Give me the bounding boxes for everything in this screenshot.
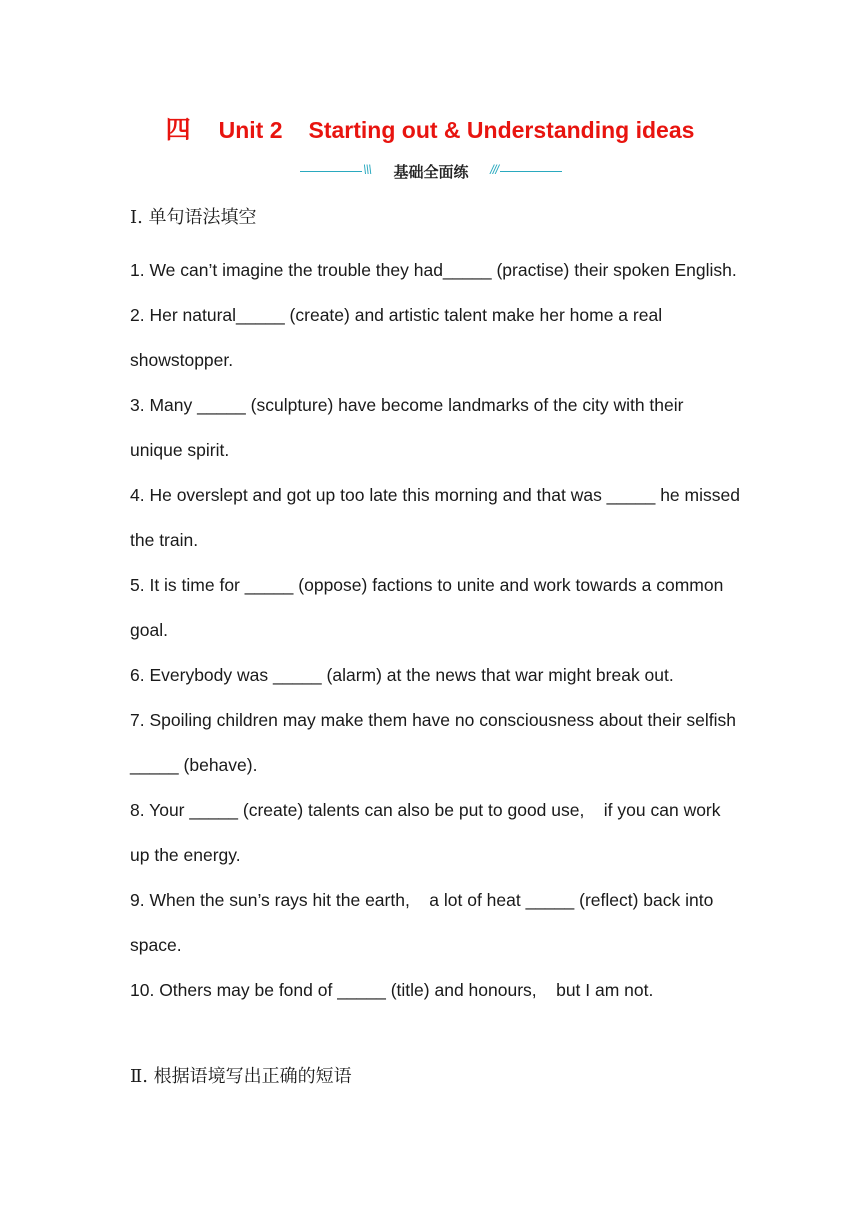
question-item: 10. Others may be fond of _____ (title) and honours, but I am not.: [130, 980, 654, 1000]
chapter-number: 四: [165, 115, 191, 144]
question-item: 8. Your _____ (create) talents can also be put to good use, if you can work up the energy.: [130, 800, 726, 865]
unit-title: Starting out & Understanding ideas: [308, 117, 695, 143]
question-item: 9. When the sun’s rays hit the earth, a lot of heat _____ (reflect) back into space.: [130, 890, 719, 955]
banner-left-line: [300, 171, 362, 172]
page-title: [0, 110, 860, 146]
banner-right-ornament: ///: [490, 162, 498, 177]
section-banner: [300, 160, 562, 184]
banner-left-ornament: \\\: [363, 162, 371, 177]
unit-label: Unit 2: [218, 117, 283, 143]
section-heading-2: Ⅱ. 根据语境写出正确的短语: [130, 1066, 352, 1087]
section-heading-1: Ⅰ. 单句语法填空: [130, 207, 257, 228]
question-item: 1. We can’t imagine the trouble they had_____ (practise) their spoken English.: [130, 260, 737, 280]
question-list: [130, 248, 745, 1013]
question-item: 4. He overslept and got up too late this morning and that was _____ he missed the train.: [130, 485, 745, 550]
question-item: 3. Many _____ (sculpture) have become landmarks of the city with their unique spirit.: [130, 395, 689, 460]
banner-right-line: [500, 171, 562, 172]
question-item: 5. It is time for _____ (oppose) factions to unite and work towards a common goal.: [130, 575, 729, 640]
question-item: 7. Spoiling children may make them have no consciousness about their selfish _____ (behave).: [130, 710, 741, 775]
question-item: 6. Everybody was _____ (alarm) at the news that war might break out.: [130, 665, 674, 685]
banner-text: 基础全面练: [393, 163, 469, 181]
question-item: 2. Her natural_____ (create) and artistic talent make her home a real showstopper.: [130, 305, 667, 370]
